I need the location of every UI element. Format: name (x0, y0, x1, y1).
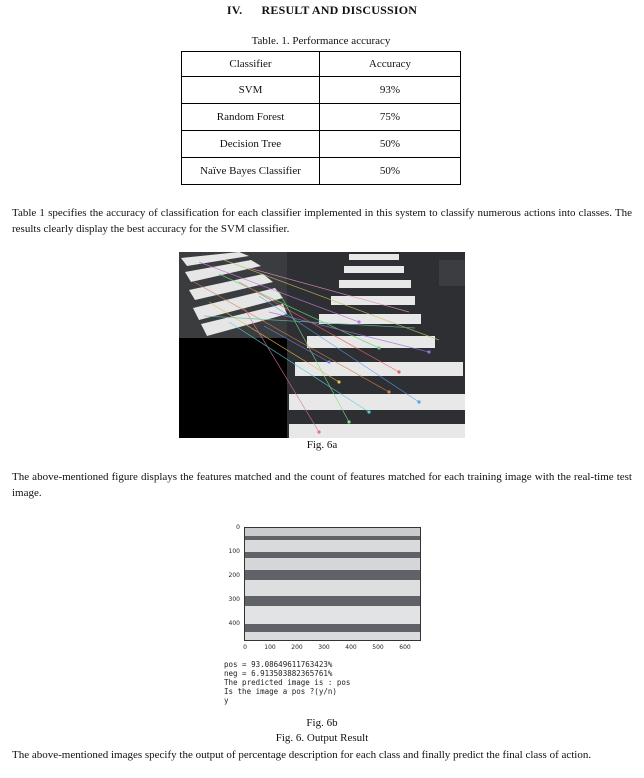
table-caption: Table. 1. Performance accuracy (251, 35, 391, 47)
paragraph-output-description: The above-mentioned images specify the output of percentage description for each class and finally predict the final class of action. (12, 749, 592, 761)
table-row (182, 158, 461, 185)
cell-classifier: Random Forest (182, 104, 320, 131)
table-row (182, 104, 461, 131)
y-tick-label: 200 (228, 572, 240, 579)
paragraph-table-description: Table 1 specifies the accuracy of classification for each classifier implemented in this system to classify numerous actions into classes. The results clearly display the best accuracy for the SVM classifier. (12, 207, 632, 235)
cell-accuracy: 50% (320, 131, 461, 158)
x-tick-label: 100 (264, 644, 276, 651)
output-plot-image (244, 527, 421, 641)
cell-classifier: SVM (182, 77, 320, 104)
cell-accuracy: 93% (320, 77, 461, 104)
console-line: Is the image a pos ?(y/n) (224, 687, 337, 696)
y-tick-label: 300 (228, 596, 240, 603)
table-row (182, 77, 461, 104)
table-row (182, 131, 461, 158)
x-tick-label: 300 (318, 644, 330, 651)
cell-classifier: Naïve Bayes Classifier (182, 158, 320, 185)
x-tick-label: 200 (291, 644, 303, 651)
crosswalk-grayscale-drawing (245, 528, 420, 640)
performance-table (181, 51, 461, 185)
x-tick-label: 0 (243, 644, 247, 651)
fig6a-caption: Fig. 6a (306, 439, 338, 451)
fig6-caption: Fig. 6. Output Result (275, 732, 369, 744)
cell-accuracy: 50% (320, 158, 461, 185)
cell-classifier: Decision Tree (182, 131, 320, 158)
table-header-row (182, 52, 461, 77)
crosswalk-matching-drawing (179, 252, 465, 438)
x-tick-label: 600 (399, 644, 411, 651)
y-tick-label: 400 (228, 620, 240, 627)
paragraph-feature-description: The above-mentioned figure displays the features matched and the count of features matched for each training image with the real-time test image. (12, 471, 632, 499)
feature-matching-image (179, 252, 465, 438)
header-accuracy: Accuracy (320, 52, 461, 77)
x-tick-label: 400 (345, 644, 357, 651)
cell-accuracy: 75% (320, 104, 461, 131)
section-heading: IV. RESULT AND DISCUSSION (226, 3, 418, 17)
console-line: pos = 93.08649611763423% (224, 660, 333, 669)
console-line: neg = 6.913503882365761% (224, 669, 333, 678)
x-tick-label: 500 (372, 644, 384, 651)
y-tick-label: 100 (228, 548, 240, 555)
console-line: The predicted image is : pos (224, 678, 351, 687)
console-line: y (224, 696, 229, 705)
y-tick-label: 0 (236, 524, 240, 531)
fig6b-caption: Fig. 6b (306, 717, 338, 729)
header-classifier: Classifier (182, 52, 320, 77)
